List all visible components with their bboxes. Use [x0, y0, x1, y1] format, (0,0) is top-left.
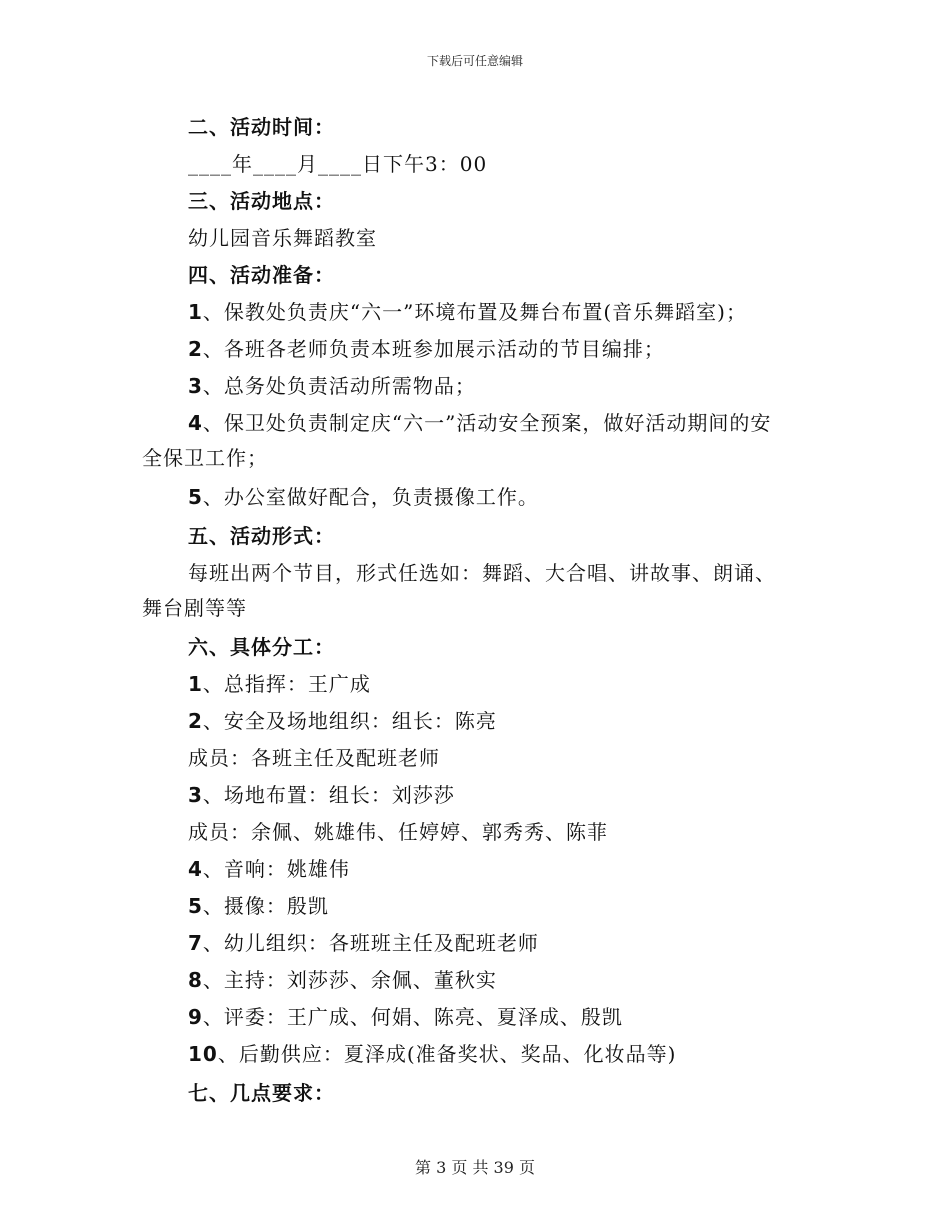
list-item — [188, 1002, 623, 1032]
list-item-number: 7 — [188, 931, 203, 955]
body-line: 成员：余佩、姚雄伟、任婷婷、郭秀秀、陈菲 — [188, 820, 608, 844]
list-item-number: 2 — [188, 337, 203, 361]
list-item-number: 3 — [188, 374, 203, 398]
section-heading: 二、活动时间： — [188, 115, 335, 139]
list-item-text: 、音响：姚雄伟 — [202, 857, 350, 881]
list-item — [188, 408, 771, 438]
list-item-text: 、场地布置：组长：刘莎莎 — [202, 783, 455, 807]
section-heading: 三、活动地点： — [188, 189, 335, 213]
list-item-number: 10 — [188, 1042, 218, 1066]
list-item-number: 5 — [188, 485, 203, 509]
list-item-number: 2 — [188, 709, 203, 733]
list-item-text: 、主持：刘莎莎、余佩、董秋实 — [202, 968, 497, 992]
list-item-text: 、保卫处负责制定庆“六一”活动安全预案，做好活动期间的安 — [202, 411, 772, 435]
list-item-text: 、保教处负责庆“六一”环境布置及舞台布置(音乐舞蹈室)； — [202, 300, 747, 324]
list-item-number: 5 — [188, 894, 203, 918]
section-heading: 四、活动准备： — [188, 263, 335, 287]
body-line: 成员：各班主任及配班老师 — [188, 746, 440, 770]
section-heading: 七、几点要求： — [188, 1081, 335, 1105]
list-item-text: 、安全及场地组织：组长：陈亮 — [202, 709, 497, 733]
list-item-number: 4 — [188, 411, 203, 435]
body-line: ____年____月____日下午3：00 — [188, 152, 488, 176]
list-item-number: 8 — [188, 968, 203, 992]
list-item — [188, 891, 329, 921]
list-item-number: 9 — [188, 1005, 203, 1029]
list-item — [188, 371, 476, 401]
list-item — [188, 965, 497, 995]
list-item-number: 1 — [188, 300, 203, 324]
page-footer: 第 3 页 共 39 页 — [415, 1158, 535, 1177]
list-item — [188, 706, 497, 736]
list-item-number: 1 — [188, 672, 203, 696]
list-item-text: 、总务处负责活动所需物品； — [202, 374, 476, 398]
list-item — [188, 669, 371, 699]
list-item-text: 、总指挥：王广成 — [202, 672, 371, 696]
continuation-line: 舞台剧等等 — [142, 596, 247, 620]
list-item — [188, 334, 665, 364]
list-item — [188, 928, 539, 958]
list-item-number: 4 — [188, 857, 203, 881]
list-item — [188, 854, 350, 884]
list-item-text: 、评委：王广成、何娟、陈亮、夏泽成、殷凯 — [202, 1005, 623, 1029]
continuation-line: 全保卫工作； — [142, 446, 268, 470]
list-item-text: 、摄像：殷凯 — [202, 894, 329, 918]
section-heading: 五、活动形式： — [188, 524, 335, 548]
section-heading: 六、具体分工： — [188, 635, 335, 659]
list-item — [188, 780, 455, 810]
list-item-text: 、办公室做好配合，负责摄像工作。 — [202, 485, 539, 509]
body-line: 幼儿园音乐舞蹈教室 — [188, 226, 377, 250]
list-item-number: 3 — [188, 783, 203, 807]
list-item-text: 、后勤供应：夏泽成(准备奖状、奖品、化妆品等) — [217, 1042, 677, 1066]
body-line: 每班出两个节目，形式任选如：舞蹈、大合唱、讲故事、朗诵、 — [188, 561, 776, 585]
list-item — [188, 297, 747, 327]
page-header: 下载后可任意编辑 — [426, 54, 523, 68]
list-item-text: 、幼儿组织：各班班主任及配班老师 — [202, 931, 539, 955]
list-item — [188, 1039, 676, 1069]
list-item-text: 、各班各老师负责本班参加展示活动的节目编排； — [202, 337, 665, 361]
list-item — [188, 482, 539, 512]
